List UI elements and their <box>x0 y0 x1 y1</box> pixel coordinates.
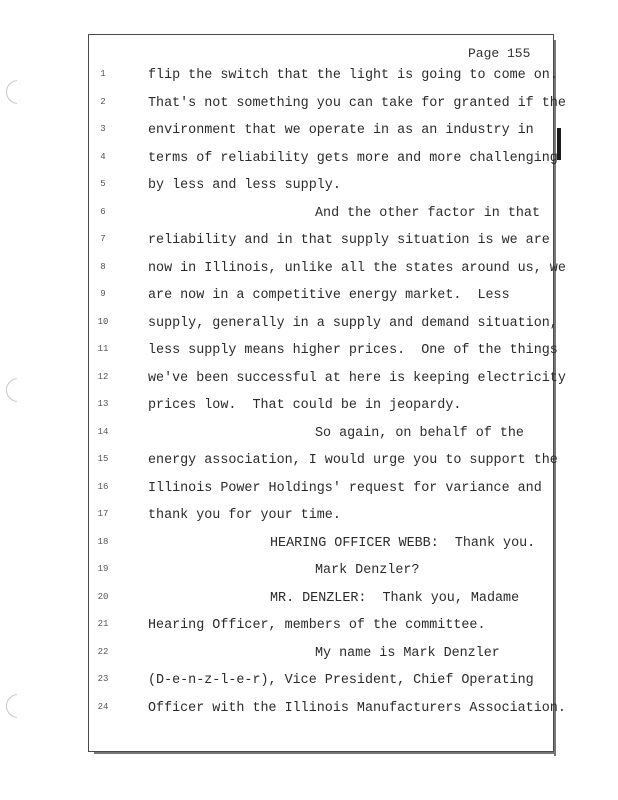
line-number: 17 <box>97 509 109 519</box>
transcript-line: Officer with the Illinois Manufacturers Association. <box>148 701 566 716</box>
transcript-line: Illinois Power Holdings' request for variance and <box>148 481 542 496</box>
line-number: 5 <box>100 179 106 189</box>
line-number: 2 <box>100 97 106 107</box>
transcript-line: So again, on behalf of the <box>315 426 524 441</box>
transcript-line: are now in a competitive energy market. Less <box>148 288 510 303</box>
line-number: 7 <box>100 234 106 244</box>
line-number: 22 <box>97 647 109 657</box>
transcript-line: now in Illinois, unlike all the states around us, we <box>148 261 566 276</box>
binder-hole-icon <box>6 378 30 402</box>
transcript-line: That's not something you can take for granted if the <box>148 96 566 111</box>
binder-hole-icon <box>6 694 30 718</box>
page-number: Page 155 <box>468 46 531 61</box>
transcript-line: prices low. That could be in jeopardy. <box>148 398 462 413</box>
line-number: 15 <box>97 454 109 464</box>
transcript-line: supply, generally in a supply and demand situation, <box>148 316 558 331</box>
page-right-edge-shadow <box>554 40 556 756</box>
line-number: 16 <box>97 482 109 492</box>
line-number: 8 <box>100 262 106 272</box>
line-number: 11 <box>97 344 109 354</box>
line-number: 6 <box>100 207 106 217</box>
line-number: 1 <box>100 69 106 79</box>
transcript-line: My name is Mark Denzler <box>315 646 500 661</box>
binder-hole-icon <box>6 80 30 104</box>
line-number: 21 <box>97 619 109 629</box>
transcript-line: by less and less supply. <box>148 178 341 193</box>
line-number: 19 <box>97 564 109 574</box>
line-number: 20 <box>97 592 109 602</box>
line-number: 10 <box>97 317 109 327</box>
transcript-line: Hearing Officer, members of the committee. <box>148 618 486 633</box>
transcript-line: less supply means higher prices. One of the things <box>148 343 558 358</box>
transcript-line: flip the switch that the light is going to come on. <box>148 68 558 83</box>
line-number: 18 <box>97 537 109 547</box>
transcript-line: And the other factor in that <box>315 206 540 221</box>
line-number: 4 <box>100 152 106 162</box>
line-number: 9 <box>100 289 106 299</box>
line-number: 14 <box>97 427 109 437</box>
transcript-line: MR. DENZLER: Thank you, Madame <box>270 591 520 606</box>
line-number: 23 <box>97 674 109 684</box>
line-number: 3 <box>100 124 106 134</box>
line-number: 13 <box>97 399 109 409</box>
transcript-line: HEARING OFFICER WEBB: Thank you. <box>270 536 536 551</box>
transcript-line: (D-e-n-z-l-e-r), Vice President, Chief Operating <box>148 673 534 688</box>
transcript-line: we've been successful at here is keeping electricity <box>148 371 566 386</box>
transcript-line: terms of reliability gets more and more challenging <box>148 151 558 166</box>
transcript-line: thank you for your time. <box>148 508 341 523</box>
page-bottom-edge-shadow <box>94 752 556 754</box>
transcript-page-frame <box>88 34 554 752</box>
transcript-line: Mark Denzler? <box>315 563 420 578</box>
transcript-line: reliability and in that supply situation is we are <box>148 233 550 248</box>
transcript-line: environment that we operate in as an industry in <box>148 123 534 138</box>
transcript-line: energy association, I would urge you to support the <box>148 453 558 468</box>
line-number: 12 <box>97 372 109 382</box>
line-number: 24 <box>97 702 109 712</box>
